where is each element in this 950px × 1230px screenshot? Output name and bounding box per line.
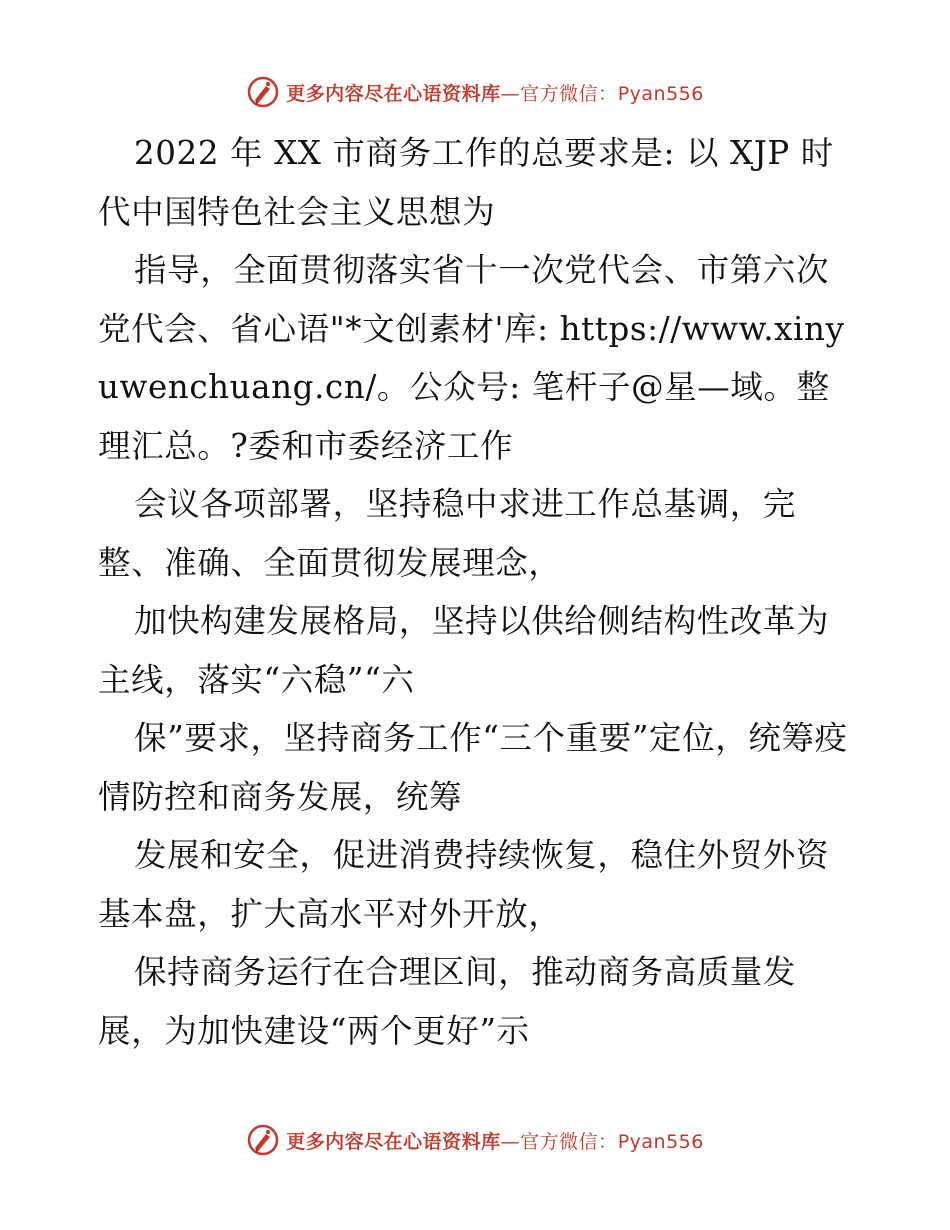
pen-nib-logo-icon <box>246 1123 280 1157</box>
paragraph-5: 保”要求，坚持商务工作“三个重要”定位，统筹疫情防控和商务发展，统筹 <box>98 719 848 816</box>
header-watermark-banner <box>0 72 950 112</box>
paragraph-2: 指导，全面贯彻落实省十一次党代会、市第六次党代会、省心语"*文创素材'库: https://www.xinyuwenchuang.cn/。公众号: 笔杆子@星—域。整理汇总。?委和市委经济工作 <box>98 251 845 465</box>
paragraph-4: 加快构建发展格局，坚持以供给侧结构性改革为主线，落实“六稳”“六 <box>98 602 830 699</box>
watermark-text <box>286 1127 704 1154</box>
watermark-wechat-id: Pyan556 <box>617 1130 704 1153</box>
watermark-wechat-label: 官方微信： <box>520 1130 618 1153</box>
watermark-wechat-id: Pyan556 <box>617 82 704 105</box>
paragraph-1: 2022 年 XX 市商务工作的总要求是: 以 XJP 时代中国特色社会主义思想为 <box>98 134 834 231</box>
watermark-wechat-label: 官方微信： <box>520 82 618 105</box>
watermark-main-text: 更多内容尽在心语资料库 <box>286 82 501 105</box>
watermark-main-text: 更多内容尽在心语资料库 <box>286 1130 501 1153</box>
watermark-text <box>286 79 704 106</box>
paragraph-6: 发展和安全，促进消费持续恢复，稳住外贸外资基本盘，扩大高水平对外开放， <box>98 836 830 933</box>
watermark-separator: — <box>500 82 521 105</box>
footer-watermark-banner <box>0 1120 950 1160</box>
paragraph-7: 保持商务运行在合理区间，推动商务高质量发展，为加快建设“两个更好”示 <box>98 953 797 1050</box>
paragraph-3: 会议各项部署，坚持稳中求进工作总基调，完整、准确、全面贯彻发展理念， <box>98 485 797 582</box>
document-body <box>98 124 858 1060</box>
pen-nib-logo-icon <box>246 75 280 109</box>
watermark-separator: — <box>500 1130 521 1153</box>
